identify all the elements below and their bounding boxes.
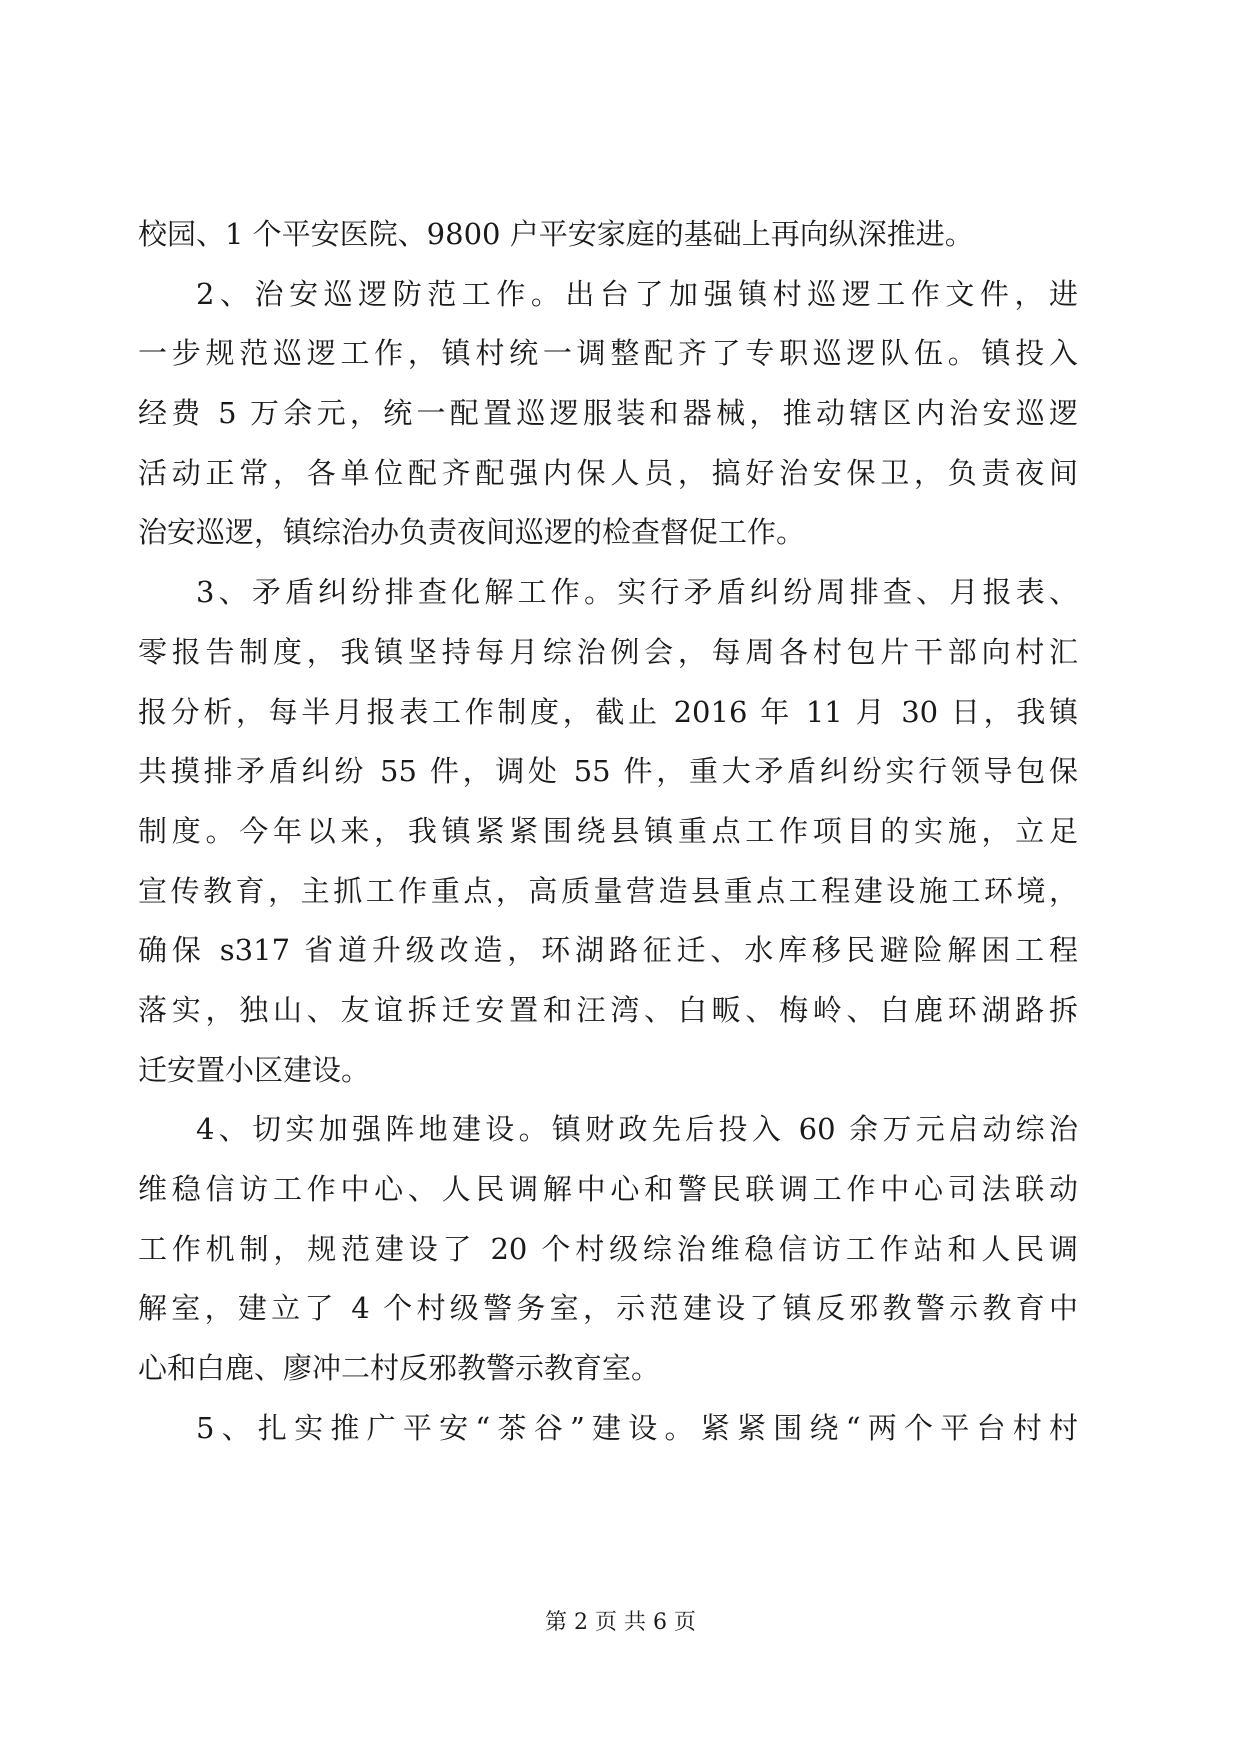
- text-line: 制度。今年以来，我镇紧紧围绕县镇重点工作项目的实施，立足: [138, 813, 1078, 848]
- paragraph-start-line: 3、矛盾纠纷排查化解工作。实行矛盾纠纷周排查、月报表、: [196, 575, 1078, 610]
- text-line: 落实，独山、友谊拆迁安置和汪湾、白畈、梅岭、白鹿环湖路拆: [138, 992, 1078, 1027]
- text-line: 维稳信访工作中心、人民调解中心和警民联调工作中心司法联动: [138, 1172, 1078, 1206]
- paragraph-start-line: 2、治安巡逻防范工作。出台了加强镇村巡逻工作文件，进: [196, 276, 1078, 311]
- text-line: 宣传教育，主抓工作重点，高质量营造县重点工程建设施工环境，: [138, 873, 1078, 908]
- text-line: 解室，建立了 4 个村级警务室，示范建设了镇反邪教警示教育中: [138, 1291, 1078, 1326]
- text-line: 零报告制度，我镇坚持每月综治例会，每周各村包片干部向村汇: [138, 634, 1078, 669]
- text-line: 工作机制，规范建设了 20 个村级综治维稳信访工作站和人民调: [138, 1231, 1078, 1266]
- paragraph-start-line: 5、扎实推广平安“茶谷”建设。紧紧围绕“两个平台村村: [196, 1410, 1078, 1445]
- paragraph-start-line: 4、切实加强阵地建设。镇财政先后投入 60 余万元启动综治: [196, 1112, 1078, 1147]
- text-line: 迁安置小区建设。: [138, 1052, 371, 1087]
- text-line: 报分析，每半月报表工作制度，截止 2016 年 11 月 30 日，我镇: [138, 694, 1078, 729]
- text-line: 一步规范巡逻工作，镇村统一调整配齐了专职巡逻队伍。镇投入: [138, 336, 1078, 371]
- body-text: [138, 205, 1078, 1458]
- text-line: 确保 s317 省道升级改造，环湖路征迁、水库移民避险解困工程: [138, 933, 1078, 968]
- text-line: 治安巡逻，镇综治办负责夜间巡逻的检查督促工作。: [138, 515, 806, 550]
- text-line: 心和白鹿、廖冲二村反邪教警示教育室。: [138, 1351, 661, 1386]
- text-line: 校园、1 个平安医院、9800 户平安家庭的基础上再向纵深推进。: [138, 217, 974, 251]
- text-line: 活动正常，各单位配齐配强内保人员，搞好治安保卫，负责夜间: [138, 455, 1078, 490]
- text-line: 经费 5 万余元，统一配置巡逻服装和器械，推动辖区内治安巡逻: [138, 396, 1078, 431]
- text-line: 共摸排矛盾纠纷 55 件，调处 55 件，重大矛盾纠纷实行领导包保: [138, 754, 1078, 789]
- page-number-footer: 第 2 页 共 6 页: [545, 1610, 696, 1635]
